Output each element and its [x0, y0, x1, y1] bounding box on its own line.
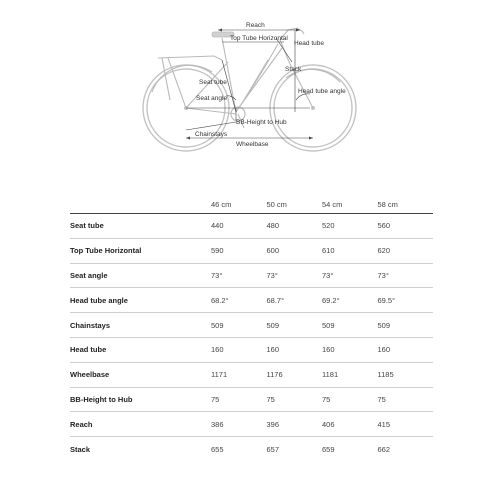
table-row — [70, 238, 433, 263]
cell-value: 415 — [377, 419, 391, 429]
cell-value: 610 — [322, 246, 335, 256]
header-empty-cell — [70, 195, 211, 214]
cell-value: 68.7° — [266, 295, 285, 305]
cell-value: 69.5° — [377, 295, 396, 305]
label-seat-tube: Seat tube — [199, 79, 227, 86]
cell-value: 1181 — [322, 370, 339, 380]
row-label: Top Tube Horizontal — [70, 246, 142, 256]
cell-value: 73° — [211, 270, 223, 280]
cell-value: 509 — [266, 320, 280, 330]
cell-value: 659 — [322, 444, 335, 454]
cell-value: 160 — [377, 345, 391, 355]
label-wheelbase: Wheelbase — [236, 141, 269, 148]
table-row — [70, 313, 433, 338]
cell-value: 620 — [377, 246, 391, 256]
row-label: BB-Height to Hub — [70, 394, 133, 404]
size-header: 58 cm — [378, 195, 434, 214]
geometry-table — [70, 195, 433, 461]
cell-value: 68.2° — [211, 295, 229, 305]
cell-value: 75 — [211, 394, 220, 404]
row-label: Seat tube — [70, 221, 104, 231]
label-head-tube-angle: Head tube angle — [298, 88, 346, 95]
cell-value: 160 — [211, 345, 224, 355]
label-bb-height-to-hub: BB-Height to Hub — [236, 119, 287, 126]
row-label: Head tube — [70, 345, 107, 355]
cell-value: 509 — [322, 320, 335, 330]
cell-value: 75 — [266, 394, 275, 404]
cell-value: 1171 — [211, 370, 228, 380]
label-stack: Stack — [285, 66, 302, 73]
size-header: 46 cm — [211, 195, 267, 214]
cell-value: 406 — [322, 419, 335, 429]
label-top-tube-horizontal: Top Tube Horizontal — [230, 35, 288, 42]
table-row — [70, 214, 433, 239]
row-label: Chainstays — [70, 320, 111, 330]
cell-value: 69.2° — [322, 295, 340, 305]
table-row — [70, 263, 433, 288]
cell-value: 73° — [322, 270, 334, 280]
cell-value: 657 — [266, 444, 280, 454]
row-label: Wheelbase — [70, 370, 110, 380]
cell-value: 509 — [377, 320, 391, 330]
table-row — [70, 437, 433, 461]
cell-value: 160 — [322, 345, 335, 355]
table-row — [70, 412, 433, 437]
cell-value: 480 — [266, 221, 280, 231]
label-seat-angle: Seat angle — [196, 95, 228, 102]
cell-value: 75 — [322, 394, 331, 404]
label-chainstays: Chainstays — [195, 131, 228, 138]
cell-value: 396 — [266, 419, 280, 429]
size-header: 50 cm — [267, 195, 323, 214]
cell-value: 73° — [266, 270, 278, 280]
row-label: Head tube angle — [70, 295, 128, 305]
size-header: 54 cm — [322, 195, 378, 214]
cell-value: 73° — [377, 270, 389, 280]
cell-value: 600 — [266, 246, 280, 256]
row-label: Stack — [70, 444, 91, 454]
cell-value: 1176 — [266, 370, 283, 380]
cell-value: 440 — [211, 221, 224, 231]
cell-value: 75 — [377, 394, 386, 404]
cell-value: 560 — [377, 221, 391, 231]
cell-value: 590 — [211, 246, 224, 256]
label-head-tube: Head tube — [294, 40, 324, 47]
table-header-row — [70, 195, 433, 214]
cell-value: 520 — [322, 221, 335, 231]
table-row — [70, 387, 433, 412]
cell-value: 655 — [211, 444, 224, 454]
row-label: Reach — [70, 419, 93, 429]
cell-value: 160 — [266, 345, 280, 355]
row-label: Seat angle — [70, 270, 108, 280]
cell-value: 1185 — [377, 370, 394, 380]
cell-value: 386 — [211, 419, 224, 429]
cell-value: 509 — [211, 320, 224, 330]
table-row — [70, 362, 433, 387]
bike-geometry-diagram — [0, 0, 500, 160]
label-reach: Reach — [246, 22, 265, 29]
table-row — [70, 288, 433, 313]
cell-value: 662 — [377, 444, 391, 454]
table-row — [70, 337, 433, 362]
